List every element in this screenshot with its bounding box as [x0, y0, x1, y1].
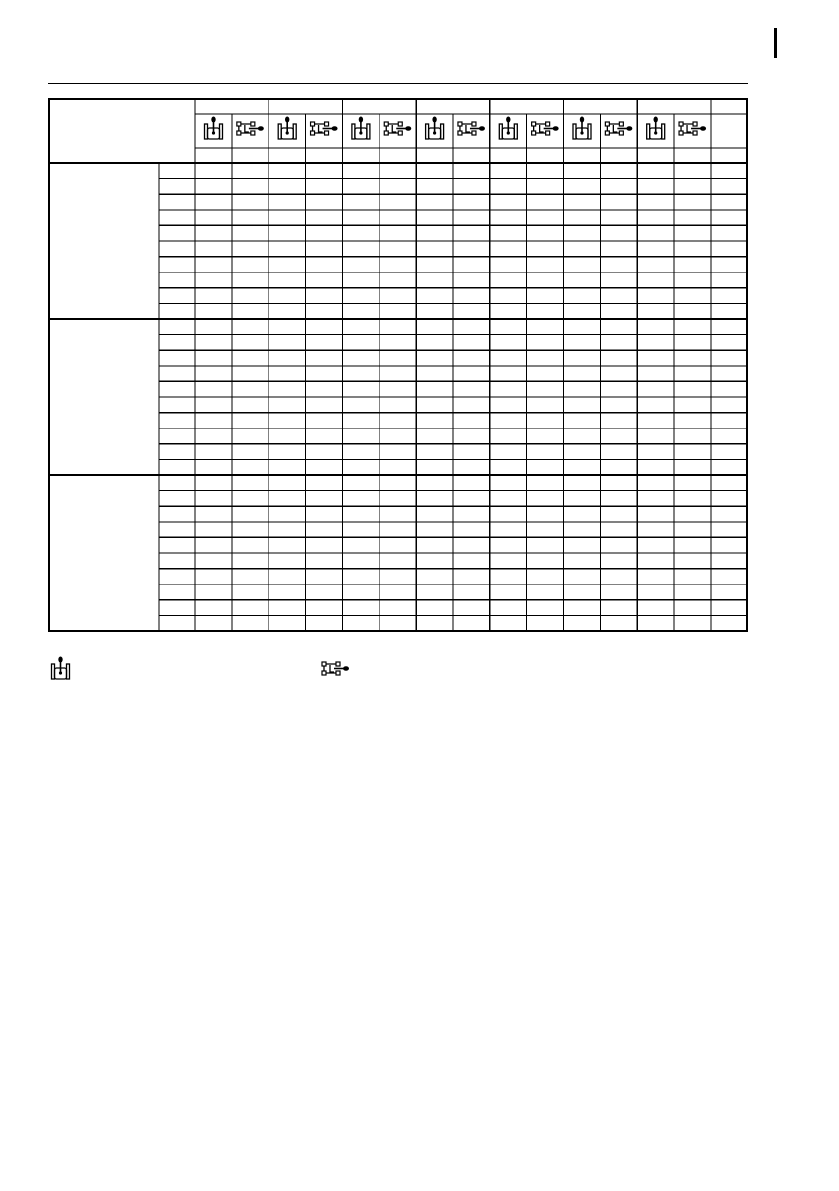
- hand-lever-icon: [278, 117, 296, 140]
- tractor-lever-icon: [384, 122, 411, 135]
- hand-lever-icon: [352, 117, 370, 140]
- tractor-lever-icon: [237, 122, 264, 135]
- hand-lever-icon: [647, 117, 665, 140]
- tractor-lever-icon: [458, 122, 485, 135]
- tractor-lever-icon: [311, 122, 338, 135]
- tractor-lever-icon: [318, 655, 358, 681]
- page-corner-mark: [774, 28, 777, 58]
- legend-hand-lever: [48, 655, 74, 681]
- header-rule: [48, 83, 748, 84]
- hand-lever-icon: [205, 117, 223, 140]
- hand-lever-icon: [573, 117, 591, 140]
- settings-table: [48, 98, 748, 632]
- tractor-lever-icon: [679, 122, 706, 135]
- hand-lever-icon: [426, 117, 444, 140]
- legend-tractor-lever: [318, 655, 358, 681]
- tractor-lever-icon: [605, 122, 632, 135]
- hand-lever-icon: [48, 655, 74, 681]
- tractor-lever-icon: [532, 122, 559, 135]
- hand-lever-icon: [499, 117, 517, 140]
